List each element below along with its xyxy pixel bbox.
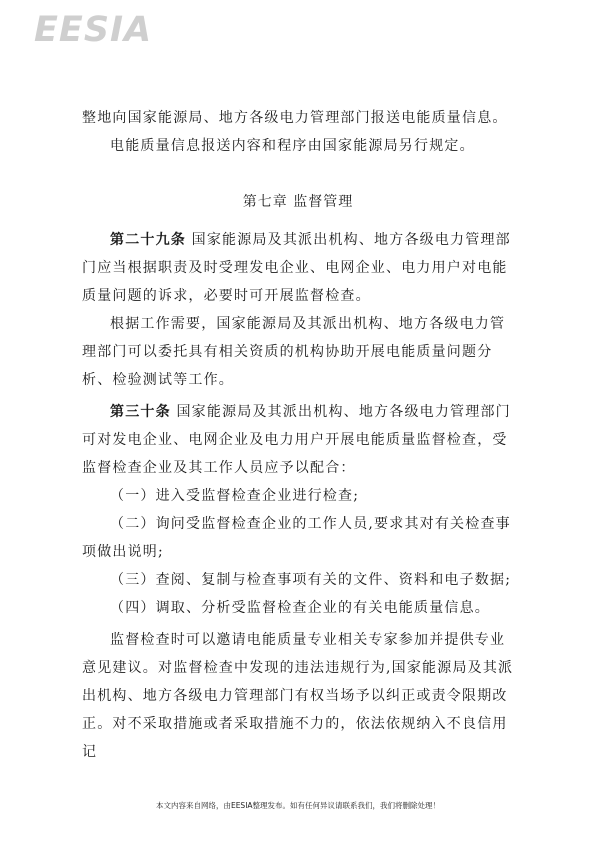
chapter-title: 第七章 监督管理 (242, 194, 354, 210)
article-30 (82, 398, 516, 482)
footer-disclaimer: 本文内容来自网络，由EESIA整理发布。如有任何异议请联系我们，我们将删除处理！ (155, 801, 441, 810)
article-30-label: 第三十条 (110, 404, 171, 420)
eesia-logo: EESIA (34, 10, 153, 50)
list-item-2: （二）询问受监督检查企业的工作人员,要求其对有关检查事项做出说明; (82, 516, 511, 560)
paragraph-report-info: 整地向国家能源局、地方各级电力管理部门报送电能质量信息。 (82, 110, 508, 126)
paragraph-supervision-experts: 监督检查时可以邀请电能质量专业相关专家参加并提供专业意见建议。对监督检查中发现的违法违规行为,国家能源局及其派出机构、地方各级电力管理部门有权当场予以纠正或责令限期改正。对不采取措施或者采取措施不力的，依法依规纳入不良信用记 (82, 632, 514, 760)
list-item-3: （三）查阅、复制与检查事项有关的文件、资料和电子数据; (110, 572, 512, 588)
list-item-1: （一）进入受监督检查企业进行检查; (110, 488, 360, 504)
article-29 (82, 226, 516, 310)
list-item-4: （四）调取、分析受监督检查企业的有关电能质量信息。 (110, 600, 490, 616)
paragraph-report-procedure: 电能质量信息报送内容和程序由国家能源局另行规定。 (110, 138, 475, 154)
article-29-label: 第二十九条 (110, 232, 186, 248)
paragraph-entrust: 根据工作需要，国家能源局及其派出机构、地方各级电力管理部门可以委托具有相关资质的机构协助开展电能质量问题分析、检验测试等工作。 (82, 316, 506, 388)
article-29-text: 国家能源局及其派出机构、地方各级电力管理部门应当根据职责及时受理发电企业、电网企业、电力用户对电能质量问题的诉求，必要时可开展监督检查。 (82, 232, 511, 304)
article-30-text: 国家能源局及其派出机构、地方各级电力管理部门可对发电企业、电网企业及电力用户开展电能质量监督检查，受监督检查企业及其工作人员应予以配合： (82, 404, 511, 476)
